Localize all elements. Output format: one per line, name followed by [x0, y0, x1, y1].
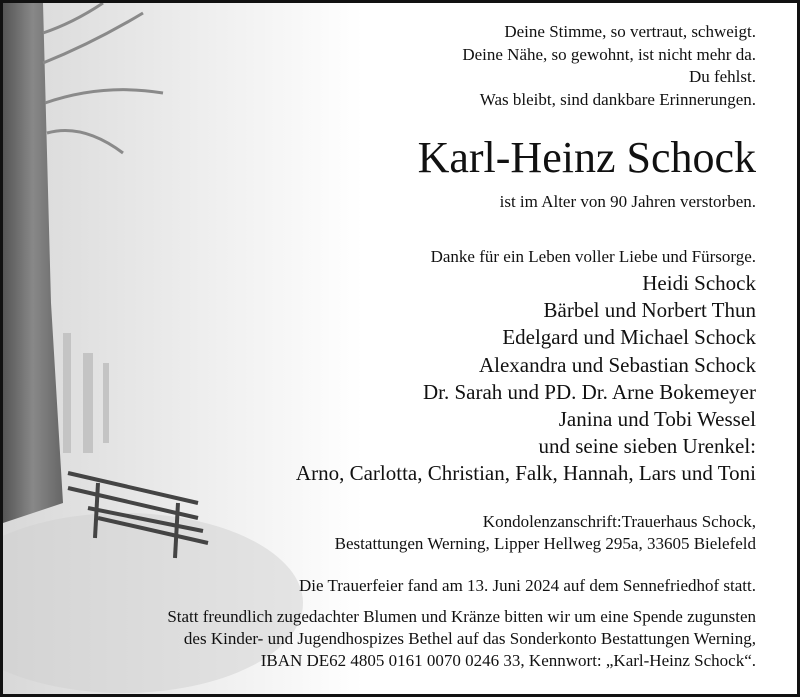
poem-line: Deine Nähe, so gewohnt, ist nicht mehr da.	[462, 44, 756, 64]
donation-line: Statt freundlich zugedachter Blumen und Kränze bitten wir um eine Spende zugunsten	[167, 607, 756, 626]
mourner: Alexandra und Sebastian Schock	[478, 352, 756, 377]
mourner: Heidi Schock	[642, 271, 756, 295]
mourner: Edelgard und Michael Schock	[502, 325, 756, 350]
thanks-line: Danke für ein Leben voller Liebe und Fürsorge.	[430, 247, 756, 266]
poem	[462, 21, 756, 111]
age-line: ist im Alter von 90 Jahren verstorben.	[499, 192, 756, 211]
poem-line: Was bleibt, sind dankbare Erinnerungen.	[479, 89, 756, 109]
donation-line: des Kinder- und Jugendhospizes Bethel auf das Sonderkonto Bestattungen Werning,	[183, 629, 756, 648]
mourner: Dr. Sarah und PD. Dr. Arne Bokemeyer	[422, 379, 756, 404]
poem-line: Deine Stimme, so vertraut, schweigt.	[504, 22, 756, 41]
deceased-name: Karl-Heinz Schock	[417, 133, 756, 182]
mourner: und seine sieben Urenkel:	[538, 434, 756, 459]
donation-line: IBAN DE62 4805 0161 0070 0246 33, Kennwort: „Karl-Heinz Schock“.	[260, 651, 756, 670]
address-line: Kondolenzanschrift:Trauerhaus Schock,	[482, 512, 756, 531]
funeral-note: Die Trauerfeier fand am 13. Juni 2024 auf dem Sennefriedhof statt.	[299, 576, 756, 595]
condolence-address	[335, 511, 756, 555]
address-line: Bestattungen Werning, Lipper Hellweg 295a, 33605 Bielefeld	[334, 534, 756, 553]
mourners-list	[296, 270, 756, 488]
mourner: Arno, Carlotta, Christian, Falk, Hannah, Lars und Toni	[295, 461, 756, 486]
poem-line: Du fehlst.	[688, 67, 756, 86]
mourner: Bärbel und Norbert Thun	[543, 298, 756, 323]
mourner: Janina und Tobi Wessel	[558, 407, 756, 432]
donation-note	[167, 606, 756, 672]
